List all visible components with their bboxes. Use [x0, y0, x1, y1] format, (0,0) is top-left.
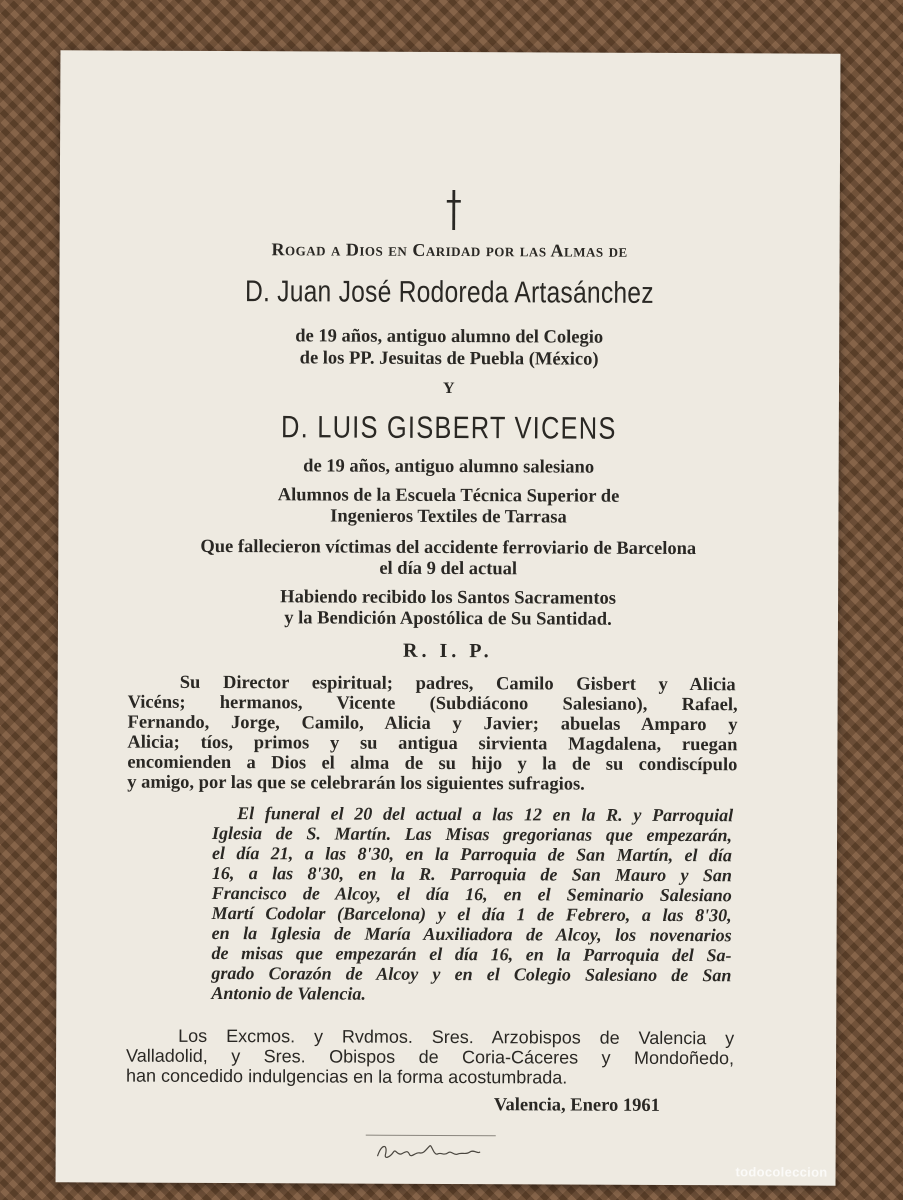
family-line: Vicéns; hermanos, Vicente (Subdiácono Salesiano), Rafael,: [127, 692, 738, 716]
masses-line: El funeral el 20 del actual a las 12 en la R. y Parroquial: [237, 803, 734, 826]
signature-rule: [366, 1135, 496, 1137]
indulgences-line: Los Excmos. y Rvdmos. Sres. Arzobispos de Valencia y: [178, 1025, 735, 1049]
invocation-heading: Rogad a Dios en Caridad por las Almas de: [271, 239, 628, 261]
masses-line: grado Corazón de Alcoy y en el Colegio Salesiano de San: [211, 962, 732, 986]
accident-line1: Que fallecieron víctimas del accidente ferroviario de Barcelona: [200, 536, 697, 560]
conjunction: Y: [442, 379, 456, 398]
family-line: encomienden a Dios el alma de su hijo y la de su condiscípulo: [127, 752, 738, 776]
indulgences-line: Valladolid, y Sres. Obispos de Coria-Cáceres y Mondoñedo,: [126, 1045, 735, 1069]
masses-line: Martí Codolar (Barcelona) y el día 1 de Febrero, a las 8'30,: [211, 902, 732, 926]
deceased-1-name: D. Juan José Rodoreda Artasánchez: [244, 275, 654, 310]
masses-line: Francisco de Alcoy, el día 16, en el Seminario Salesiano: [211, 882, 732, 906]
cross-icon: [445, 190, 463, 230]
accident-line2: el día 9 del actual: [379, 558, 518, 580]
masses-line: Iglesia de S. Martín. Las Misas gregorianas que empezarán,: [212, 822, 733, 846]
family-line: y amigo, por las que se celebrarán los siguientes sufragios.: [127, 772, 585, 795]
sacraments-line2: y la Bendición Apostólica de Su Santidad.: [284, 608, 612, 630]
sacraments-line1: Habiendo recibido los Santos Sacramentos: [280, 587, 617, 609]
deceased-2-name: D. LUIS GISBERT VICENS: [281, 409, 617, 446]
rip-heading: R. I. P.: [402, 639, 493, 663]
memorial-card: [56, 50, 841, 1185]
indulgences-line: han concedido indulgencias en la forma acostumbrada.: [125, 1065, 568, 1088]
family-line: Su Director espiritual; padres, Camilo Gisbert y Alicia: [179, 672, 736, 696]
family-line: Fernando, Jorge, Camilo, Alicia y Javier; abuelas Amparo y: [127, 712, 738, 736]
masses-line: 16, a las 8'30, en la R. Parroquia de San Mauro y San: [211, 862, 732, 886]
deceased-2-line1: de 19 años, antiguo alumno salesiano: [303, 456, 595, 478]
deceased-1-line1: de 19 años, antiguo alumno del Colegio: [295, 326, 604, 348]
masses-line: de misas que empezarán el día 16, en la Parroquia del Sa-: [211, 942, 732, 966]
printer-signature: [374, 1140, 484, 1164]
masses-line: Antonio de Valencia.: [211, 982, 366, 1004]
school-line1: Alumnos de la Escuela Técnica Superior de: [277, 485, 620, 507]
watermark-text: todocoleccion: [735, 1164, 828, 1180]
masses-line: en la Iglesia de María Auxiliadora de Alcoy, los novenarios: [211, 922, 732, 946]
school-line2: Ingenieros Textiles de Tarrasa: [330, 506, 567, 528]
masses-line: el día 21, a las 8'30, en la Parroquia de San Martín, el día: [211, 842, 733, 866]
place-date: Valencia, Enero 1961: [493, 1095, 660, 1116]
family-line: Alicia; tíos, primos y su antigua sirvienta Magdalena, ruegan: [127, 732, 738, 756]
deceased-1-line2: de los PP. Jesuitas de Puebla (México): [299, 348, 599, 370]
